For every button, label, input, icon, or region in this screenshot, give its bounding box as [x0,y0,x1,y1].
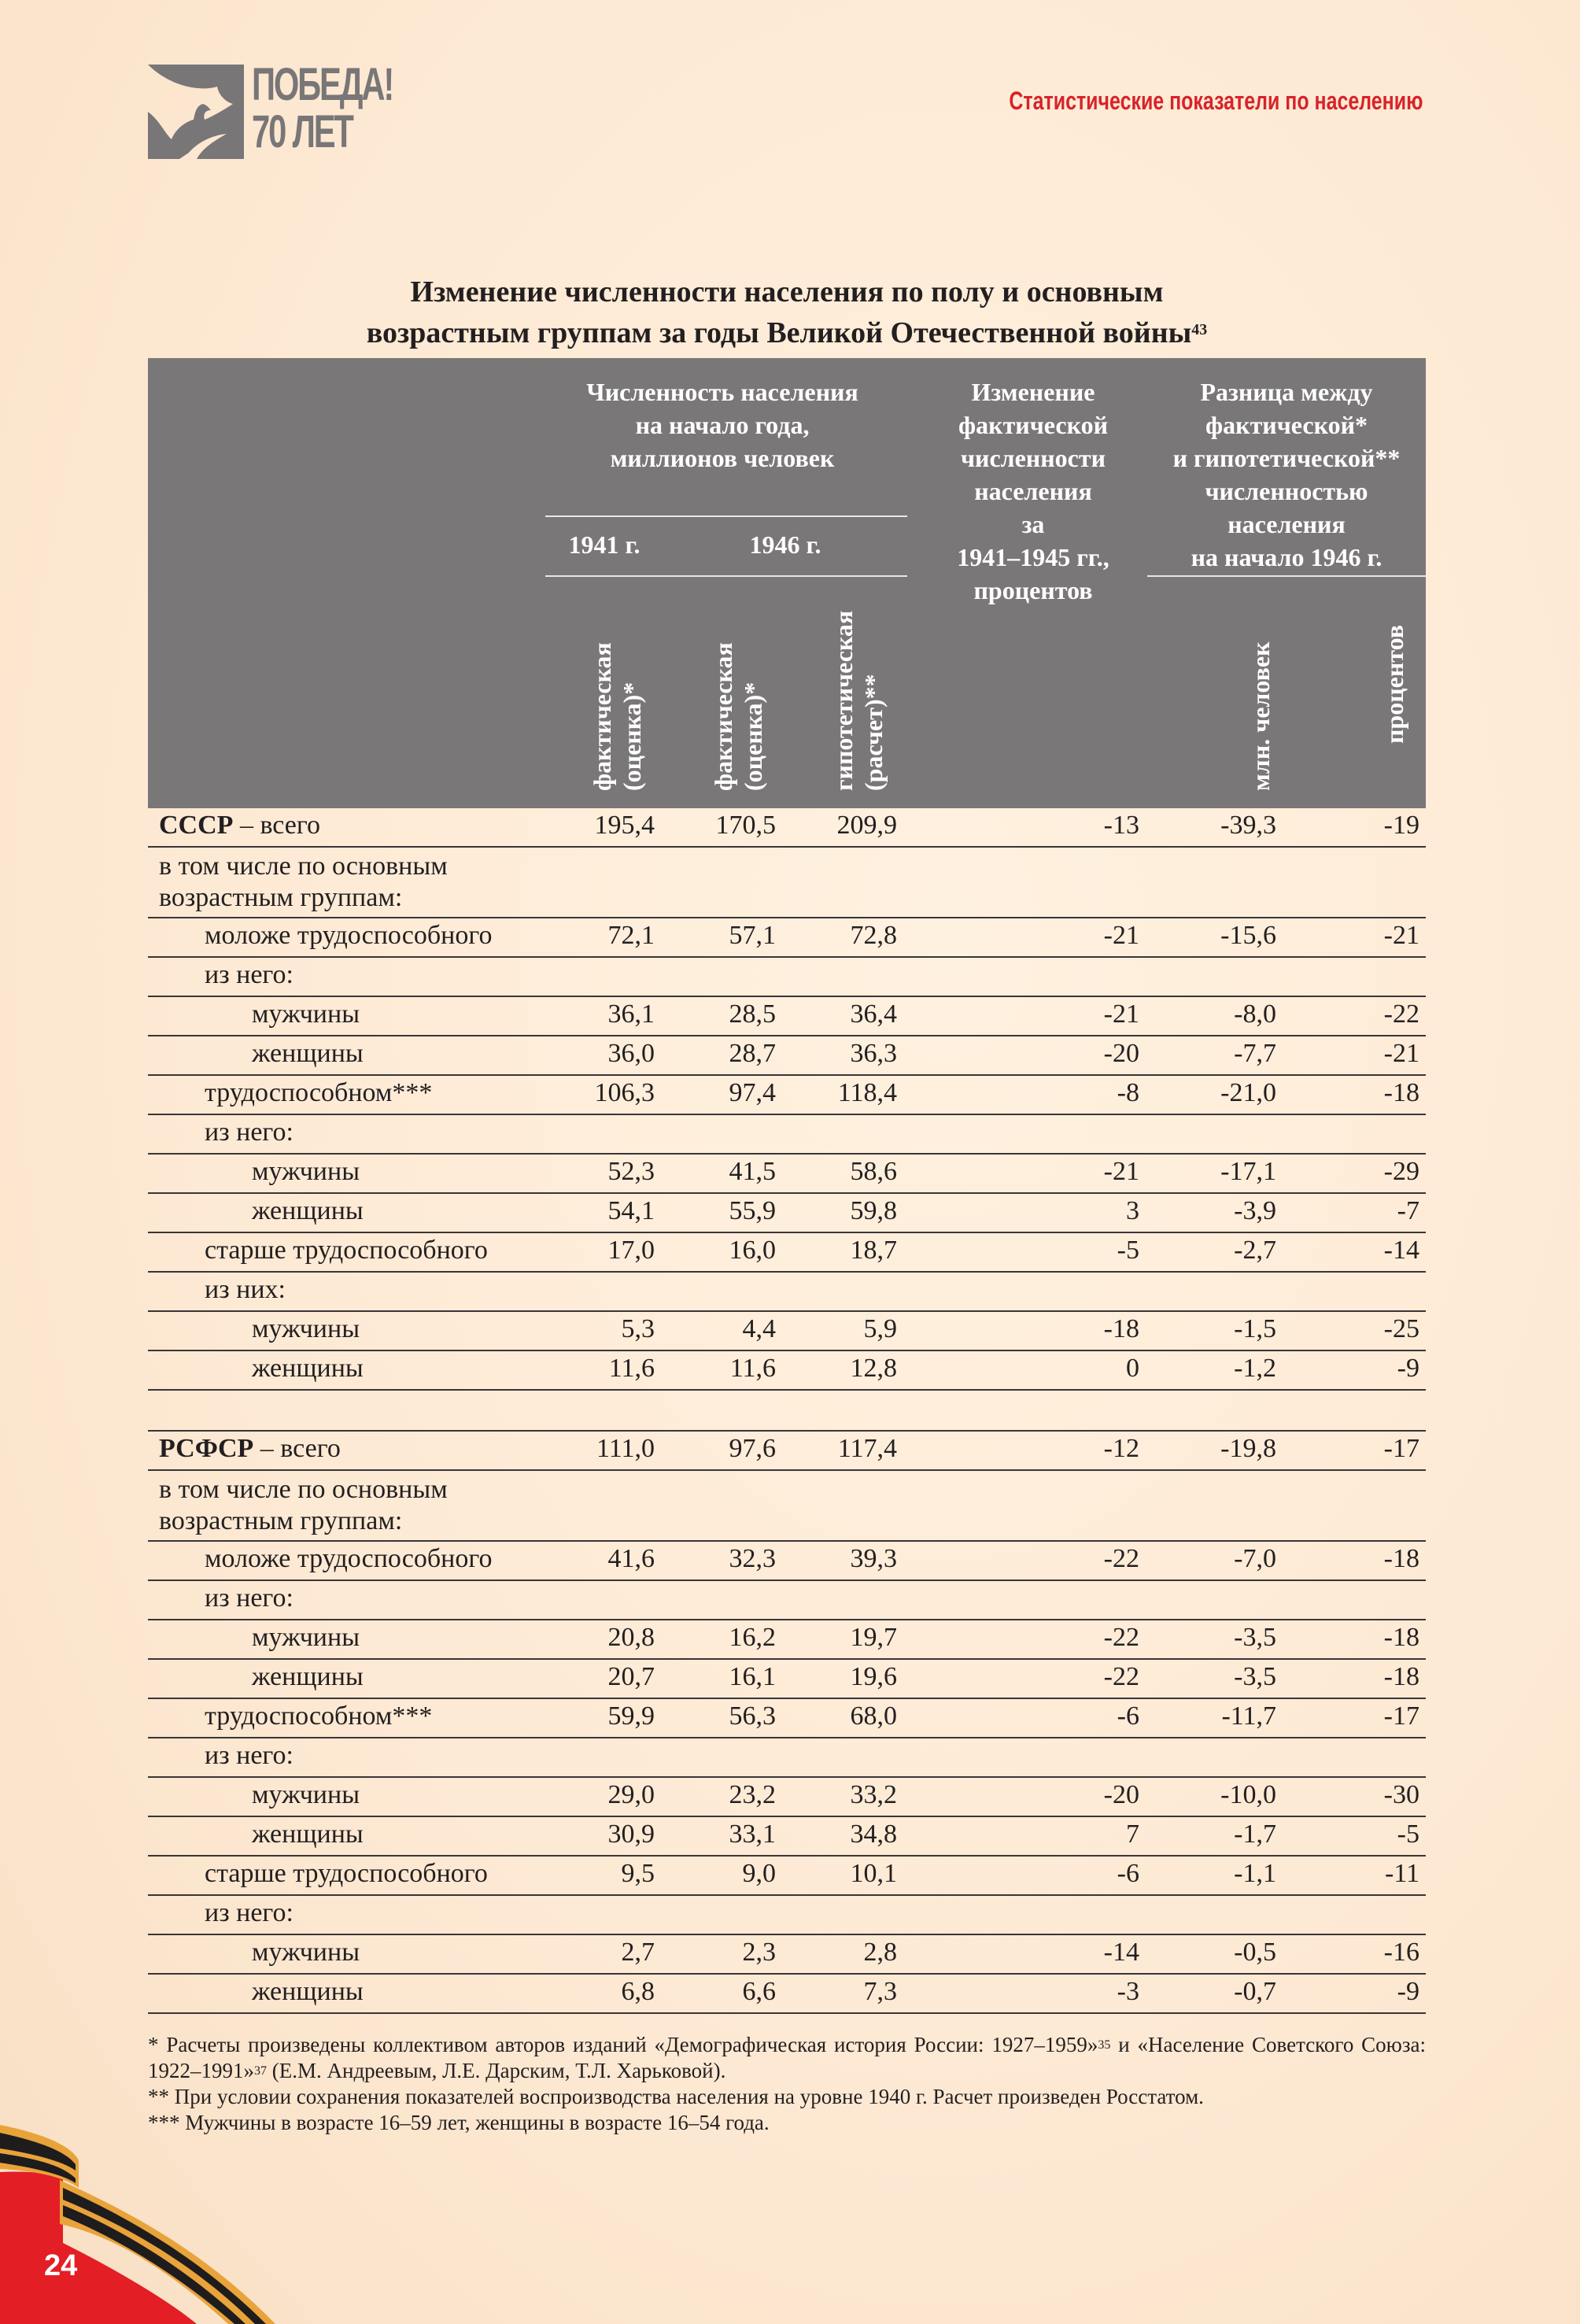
cell-value: -0,5 [1234,1938,1276,1967]
logo [148,59,393,159]
cell-value: -6 [1117,1701,1139,1731]
row-label-text: моложе трудоспособного [205,1544,493,1573]
row-label-text: – всего [233,811,320,840]
cell-value: 72,8 [850,921,897,950]
row-label [252,1976,364,2008]
cell-value: -18 [1383,1662,1419,1691]
cell-value: -18 [1383,1544,1419,1573]
row-label-text: трудоспособном*** [205,1701,433,1731]
header-col-diff-pct: процентов [1380,624,1408,744]
row-label [205,1897,293,1929]
row-label [252,999,360,1030]
table-row [148,1660,1426,1699]
row-label [252,1156,360,1188]
cell-value: 9,5 [621,1859,655,1888]
row-label [252,1038,364,1070]
cell-value: -9 [1397,1977,1419,2006]
table-row [148,1581,1426,1620]
table-title-line2: возрастным группам за годы Великой Отечественной войны [366,316,1192,349]
cell-value: 106,3 [594,1078,655,1107]
table-row [148,997,1426,1036]
row-label [252,1937,360,1968]
cell-value: 20,7 [607,1662,655,1691]
table-header [148,358,1426,808]
row-label-text: мужчины [252,1623,360,1652]
header-text: фактическая [709,642,737,791]
footnote-text: и «Население Советского Союза: 1922–1991» [148,2033,1427,2082]
cell-value: -21 [1383,1039,1419,1068]
cell-value: -20 [1103,1039,1139,1068]
row-label-text: женщины [252,1977,364,2006]
cell-value: -7,7 [1234,1039,1276,1068]
cell-value: 10,1 [850,1859,897,1888]
cell-value: -2,7 [1234,1236,1276,1265]
logo-line2: 70 ЛЕТ [252,106,353,157]
header-text: численности [960,444,1106,472]
cell-value: -7 [1397,1196,1419,1225]
cell-value: -3 [1117,1977,1139,2006]
row-label [159,1433,341,1465]
row-label-text: мужчины [252,1157,360,1186]
row-label [252,1819,364,1850]
cell-value: 72,1 [607,921,655,950]
cell-value: 32,3 [729,1544,776,1573]
footnote-ref[interactable]: 37 [254,2064,267,2078]
cell-value: -18 [1383,1078,1419,1107]
cell-value: 19,6 [850,1662,897,1691]
row-label [252,1313,360,1345]
cell-value: 170,5 [715,811,776,840]
row-label-text: женщины [252,1662,364,1691]
logo-line1: ПОБЕДА! [252,59,393,110]
footnotes [148,2032,1426,2136]
table-row [148,1155,1426,1194]
cell-value: 11,6 [608,1354,655,1383]
header-population-group [545,375,899,475]
header-text: процентов [973,576,1093,604]
cell-value: 5,9 [863,1314,897,1343]
cell-value: 5,3 [621,1314,655,1343]
table-row [148,1194,1426,1233]
table-row [148,1036,1426,1076]
row-label-bold: РСФСР [159,1434,254,1463]
cell-value: -22 [1383,999,1419,1029]
cell-value: 18,7 [850,1236,897,1265]
cell-value: 3 [1126,1196,1139,1225]
cell-value: 16,2 [729,1623,776,1652]
header-text: населения [1227,510,1346,538]
row-label-text: в том числе по основным [159,1475,448,1504]
cell-value: -21 [1103,999,1139,1029]
header-year-1946: 1946 г. [749,530,821,559]
table-title-line1: Изменение численности населения по полу и основным [410,275,1164,309]
cell-value: 36,4 [850,999,897,1029]
row-label [205,1858,488,1890]
row-label-text: моложе трудоспособного [205,921,493,950]
header-text: 1941–1945 гг., [957,543,1109,571]
header-text: (оценка)* [739,682,767,791]
table-row [148,1542,1426,1581]
table-row [148,1351,1426,1391]
cell-value: -8 [1117,1078,1139,1107]
dove-icon [148,65,244,159]
row-label [205,920,492,951]
header-text: и гипотетической** [1172,444,1401,472]
row-label [252,1353,364,1384]
footnote-ref[interactable]: 43 [1191,321,1208,338]
cell-value: 6,6 [742,1977,776,2006]
table-row [148,1975,1426,2014]
cell-value: 9,0 [742,1859,776,1888]
row-label [252,1622,360,1653]
cell-value: 33,2 [850,1780,897,1809]
cell-value: -0,7 [1234,1977,1276,2006]
section-title: Статистические показатели по населению [1008,87,1423,115]
row-label-text: из него: [205,1741,293,1770]
header-change-group [915,375,1151,607]
cell-value: -3,5 [1234,1662,1276,1691]
cell-value: 4,4 [742,1314,776,1343]
cell-value: -18 [1383,1623,1419,1652]
table-row [148,958,1426,997]
cell-value: 59,8 [850,1196,897,1225]
header-text: фактической* [1205,411,1368,439]
header-text: населения [974,477,1092,505]
header-text: миллионов человек [610,444,835,472]
cell-value: -21 [1103,921,1139,950]
header-col-actual-1941 [587,594,647,791]
header-text: за [1021,510,1045,538]
cell-value: -9 [1397,1354,1419,1383]
row-label-text: мужчины [252,999,360,1029]
cell-value: -19,8 [1220,1434,1276,1463]
cell-value: 41,5 [729,1157,776,1186]
cell-value: 39,3 [850,1544,897,1573]
cell-value: -1,7 [1234,1820,1276,1849]
cell-value: 54,1 [607,1196,655,1225]
row-label-text: старше трудоспособного [205,1859,488,1888]
cell-value: -17,1 [1220,1157,1276,1186]
cell-value: 97,4 [729,1078,776,1107]
row-label-text: женщины [252,1196,364,1225]
cell-value: -20 [1103,1780,1139,1809]
row-label [159,851,448,914]
footnote-text: * Расчеты произведены коллективом авторов изданий «Демографическая история России: 1927–1959» [148,2033,1098,2056]
row-label [205,1077,432,1109]
footnote-text: (Е.М. Андреевым, Л.Е. Дарским, Т.Л. Харьковой). [267,2059,726,2082]
cell-value: 36,1 [607,999,655,1029]
row-label-text: в том числе по основным [159,852,448,881]
cell-value: 111,0 [596,1434,655,1463]
row-label [252,1779,360,1811]
table-body [148,808,1426,2014]
cell-value: 7 [1126,1820,1139,1849]
row-label-bold: СССР [159,811,234,840]
row-label [205,1543,492,1575]
cell-value: 117,4 [837,1434,897,1463]
cell-value: 58,6 [850,1157,897,1186]
table-row [148,918,1426,958]
cell-value: -22 [1103,1623,1139,1652]
table-row [148,1935,1426,1975]
cell-value: -13 [1103,811,1139,840]
cell-value: -3,5 [1234,1623,1276,1652]
cell-value: -6 [1117,1859,1139,1888]
row-label-text: мужчины [252,1938,360,1967]
table-row [148,1312,1426,1351]
cell-value: -25 [1383,1314,1419,1343]
header-rule [545,575,907,577]
header-col-diff-mln: млн. человек [1246,641,1275,791]
row-label-text: старше трудоспособного [205,1236,488,1265]
table-row [148,1233,1426,1273]
header-col-actual-1946 [708,594,768,791]
cell-value: 7,3 [863,1977,897,2006]
cell-value: -18 [1103,1314,1139,1343]
cell-value: 59,9 [607,1701,655,1731]
row-label [205,1740,293,1772]
footnote-1 [148,2032,1426,2084]
header-text: гипотетическая [829,610,858,791]
table-row [148,1620,1426,1660]
header-text: численностью [1205,477,1368,505]
table-row [148,1778,1426,1817]
cell-value: -14 [1103,1938,1139,1967]
cell-value: -7,0 [1234,1544,1276,1573]
header-year-1941: 1941 г. [568,530,640,559]
row-label-text: – всего [253,1434,341,1463]
cell-value: 12,8 [850,1354,897,1383]
row-label [205,1117,293,1148]
table-row [148,1273,1426,1312]
cell-value: 16,1 [729,1662,776,1691]
table-row [148,1738,1426,1778]
cell-value: -30 [1383,1780,1419,1809]
cell-value: 2,3 [742,1938,776,1967]
cell-value: -11 [1384,1859,1419,1888]
cell-value: 28,7 [729,1039,776,1068]
row-label-text: мужчины [252,1780,360,1809]
table-row [148,1857,1426,1896]
header-text: (оценка)* [618,682,646,791]
table-row [148,1115,1426,1155]
header-rule [545,515,907,517]
cell-value: -21 [1383,921,1419,950]
cell-value: -15,6 [1220,921,1276,950]
row-label-text: из него: [205,1118,293,1147]
row-label-text: женщины [252,1820,364,1849]
cell-value: -19 [1383,811,1419,840]
cell-value: 2,7 [621,1938,655,1967]
cell-value: 0 [1126,1354,1139,1383]
row-label [205,1274,286,1306]
cell-value: -39,3 [1220,811,1276,840]
cell-value: -10,0 [1220,1780,1276,1809]
row-label [205,959,293,991]
header-text: Разница между [1200,378,1373,406]
cell-value: -22 [1103,1544,1139,1573]
cell-value: 20,8 [607,1623,655,1652]
footnote-3: *** Мужчины в возрасте 16–59 лет, женщины в возрасте 16–54 года. [148,2111,770,2134]
cell-value: 55,9 [729,1196,776,1225]
row-label [205,1235,488,1266]
st-george-ribbon-decoration [0,2086,330,2324]
cell-value: 56,3 [729,1701,776,1731]
cell-value: -17 [1383,1434,1419,1463]
table-row [148,1817,1426,1857]
cell-value: 2,8 [863,1938,897,1967]
header-text: Изменение [971,378,1095,406]
header-text: на начало 1946 г. [1191,543,1382,571]
cell-value: 68,0 [850,1701,897,1731]
table-title [148,272,1426,353]
row-label-text: женщины [252,1039,364,1068]
table-row [148,848,1426,918]
logo-text [252,61,393,156]
row-label [252,1661,364,1693]
cell-value: 19,7 [850,1623,897,1652]
row-label-text: возрастным группам: [159,1506,403,1535]
cell-value: 209,9 [836,811,897,840]
cell-value: -11,7 [1221,1701,1276,1731]
table-row [148,1896,1426,1935]
cell-value: 16,0 [729,1236,776,1265]
table-spacer [148,1391,1426,1432]
cell-value: -16 [1383,1938,1419,1967]
table-row [148,1432,1426,1471]
table-row [148,1076,1426,1115]
row-label-text: мужчины [252,1314,360,1343]
row-label-text: из него: [205,960,293,989]
cell-value: 34,8 [850,1820,897,1849]
cell-value: 30,9 [607,1820,655,1849]
cell-value: -5 [1397,1820,1419,1849]
cell-value: -22 [1103,1662,1139,1691]
cell-value: 41,6 [607,1544,655,1573]
table-row [148,1699,1426,1738]
cell-value: 33,1 [729,1820,776,1849]
row-label-text: трудоспособном*** [205,1078,433,1107]
header-text: фактическая [588,642,616,791]
row-label-text: из него: [205,1583,293,1613]
row-label-text: возрастным группам: [159,883,403,912]
cell-value: 11,6 [729,1354,776,1383]
row-label [205,1701,432,1732]
cell-value: 195,4 [594,811,655,840]
cell-value: 36,3 [850,1039,897,1068]
cell-value: -12 [1103,1434,1139,1463]
row-label [159,1474,448,1537]
cell-value: 23,2 [729,1780,776,1809]
header-text: Численность населения [586,378,858,406]
cell-value: -1,2 [1234,1354,1276,1383]
cell-value: 52,3 [607,1157,655,1186]
row-label-text: из них: [205,1275,286,1304]
header-text: (расчет)** [859,674,888,791]
row-label [205,1583,293,1614]
row-label [252,1195,364,1227]
row-label [159,810,320,841]
cell-value: 6,8 [621,1977,655,2006]
cell-value: -8,0 [1234,999,1276,1029]
header-difference-group [1147,375,1426,574]
footnote-2: ** При условии сохранения показателей воспроизводства населения на уровне 1940 г. Расчет произведен Росстатом. [148,2085,1204,2108]
cell-value: 28,5 [729,999,776,1029]
cell-value: -1,5 [1234,1314,1276,1343]
cell-value: -29 [1383,1157,1419,1186]
footnote-ref[interactable]: 35 [1098,2038,1111,2052]
cell-value: 97,6 [729,1434,776,1463]
cell-value: -3,9 [1234,1196,1276,1225]
table-row [148,808,1426,848]
cell-value: -1,1 [1234,1859,1276,1888]
cell-value: -21 [1103,1157,1139,1186]
cell-value: -21,0 [1220,1078,1276,1107]
header-rule [1147,575,1426,577]
cell-value: 36,0 [607,1039,655,1068]
table-row [148,1471,1426,1542]
cell-value: -14 [1383,1236,1419,1265]
header-text: фактической [958,411,1109,439]
page-number: 24 [44,2249,78,2282]
cell-value: 17,0 [607,1236,655,1265]
row-label-text: женщины [252,1354,364,1383]
header-text: на начало года, [635,411,810,439]
header-col-hypothetical-1946 [829,594,888,791]
cell-value: -5 [1117,1236,1139,1265]
cell-value: 29,0 [607,1780,655,1809]
cell-value: 57,1 [729,921,776,950]
cell-value: 118,4 [837,1078,897,1107]
row-label-text: из него: [205,1898,293,1927]
cell-value: -17 [1383,1701,1419,1731]
